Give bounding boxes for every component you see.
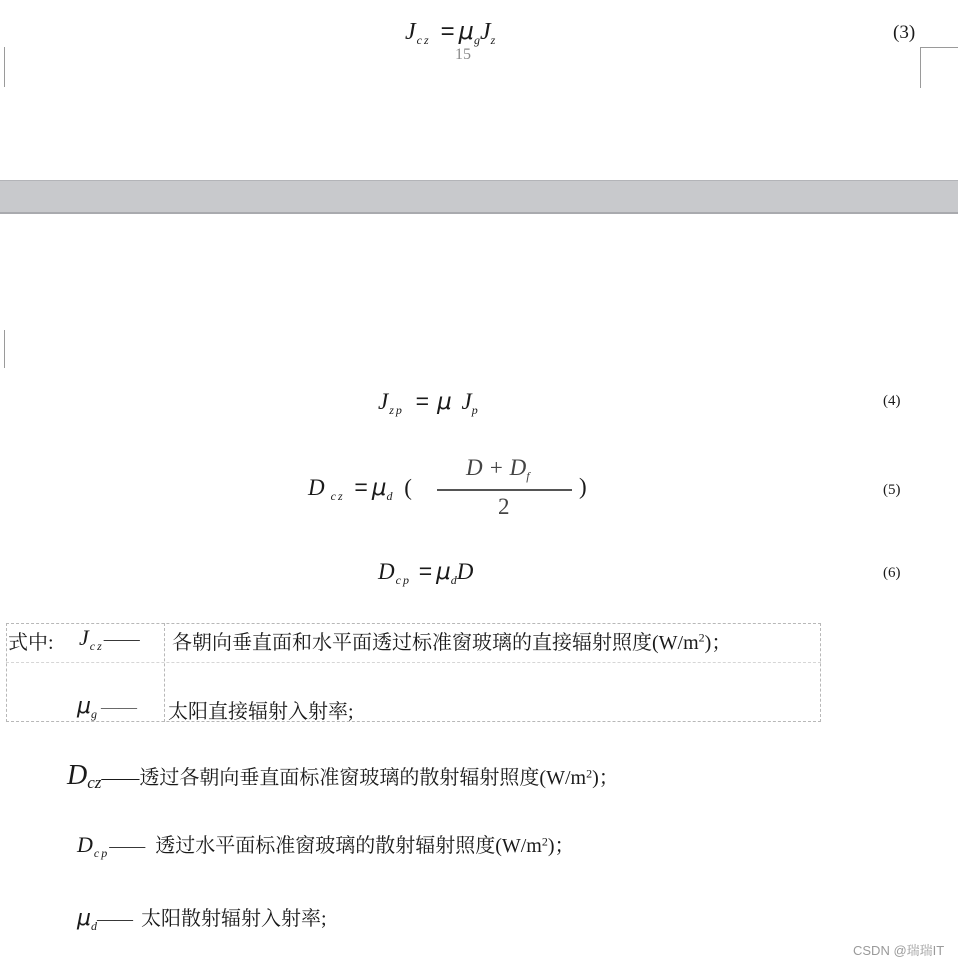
definitions-table-divider — [164, 623, 165, 722]
crop-mark-page2-left — [4, 330, 5, 368]
eq6-mu-sub: d — [450, 573, 457, 587]
eq5-sub: cz — [330, 489, 345, 503]
eq5-mu-sub: d — [386, 489, 393, 503]
def-jcz-text: 各朝向垂直面和水平面透过标准窗玻璃的直接辐射照度$(W/m^2)$； — [172, 630, 732, 654]
equation-4: $J_{zp} = \mu$ $J_p$ — [378, 388, 478, 417]
eq6-mu: μ — [436, 559, 451, 585]
eq6-rhs: D — [456, 559, 474, 584]
eq3-var: J — [405, 19, 416, 45]
def-dcz: Dcz——透过各朝向垂直面标准窗玻璃的散射辐射照度$(W/m^2)$； — [67, 760, 619, 792]
eq4-mu: μ — [437, 389, 452, 415]
eq3-rhs-sub: z — [490, 33, 496, 47]
eq4-rhs: J — [461, 389, 472, 414]
csdn-watermark: CSDN @瑞瑞IT — [853, 943, 945, 958]
eq5-close-paren: ) — [579, 474, 587, 499]
def-mug-text: 太阳直接辐射入射率; — [168, 701, 354, 723]
definitions-table-row-divider — [6, 662, 821, 663]
def-mud: $\mu_d——$ 太阳散射辐射入射率; — [77, 906, 327, 933]
eq6-sub: cp — [395, 573, 411, 587]
def-dcp: $D_{cp}——$ 透过水平面标准窗玻璃的散射辐射照度$(W/m^2)$； — [77, 832, 575, 860]
eq5-open-paren: ( — [404, 475, 412, 500]
eq6-var: D — [378, 559, 395, 584]
eq4-sub: zp — [389, 403, 404, 417]
crop-mark-top-left — [4, 47, 5, 87]
eq3-mu: μ — [458, 17, 474, 45]
eq4-var: J — [378, 389, 389, 414]
crop-mark-top-right — [920, 47, 958, 88]
eq3-sub: cz — [416, 33, 431, 47]
equation-6: $D_{cp} = \mu_dD$ — [378, 558, 474, 587]
eq3-rhs: J — [479, 19, 491, 45]
eq5-fraction-bar — [437, 489, 572, 491]
equation-3: $J_{cz} = \mu_gJ_z$ — [405, 17, 496, 47]
eq5-numerator: $D + D_f$ — [466, 455, 530, 483]
def-mug-symbol: $\mu_g$ —— — [77, 694, 137, 721]
equation-3-number: (3) — [893, 22, 916, 43]
equation-5-number: (5) — [883, 482, 901, 498]
eq3-mu-sub: g — [473, 33, 480, 47]
equation-4-number: (4) — [883, 393, 901, 409]
eq5-mu: μ — [371, 475, 387, 501]
eq5-denominator: 2 — [498, 494, 510, 519]
eq4-rhs-sub: p — [471, 403, 478, 417]
equation-6-number: (6) — [883, 565, 901, 581]
page-break-band — [0, 180, 958, 214]
page-number: 15 — [455, 46, 471, 63]
eq5-var: D — [308, 475, 325, 500]
definitions-prefix: 式中: — [8, 632, 54, 654]
equation-5-lhs: D $_{cz} = \mu_d$ ( — [308, 474, 412, 503]
def-jcz-symbol: $J_{cz}——$ — [79, 625, 140, 653]
